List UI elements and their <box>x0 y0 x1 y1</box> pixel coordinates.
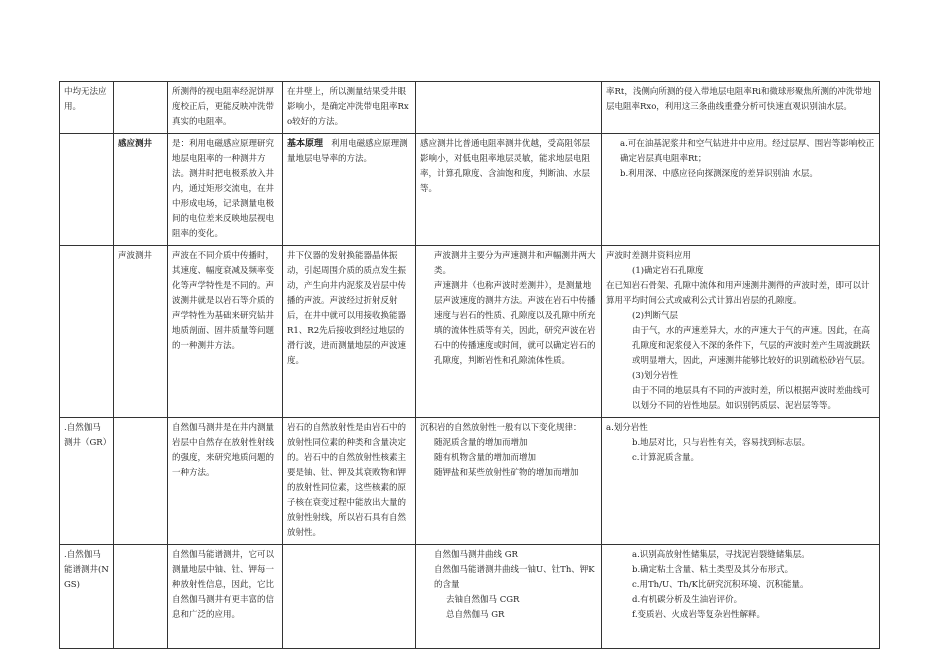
category-cell <box>60 246 114 418</box>
table-row <box>60 134 880 246</box>
principle-cell <box>283 418 416 545</box>
table-row <box>60 82 880 134</box>
method-name: 声波测井 <box>118 251 153 261</box>
feature-line: 声波测井主要分为声速测井和声幅测井两大类。 <box>434 251 596 276</box>
definition-text: 所测得的视电阻率经泥饼厚度校正后，更能反映冲洗带真实的电阻率。 <box>172 87 275 127</box>
application-cell <box>602 82 880 134</box>
application-line: 在已知岩石骨架、孔隙中流体和用声速测井测得的声波时差，即可以计算用平均时间公式或威利公式计算出岩层的孔隙度。 <box>606 281 870 306</box>
feature-line: 自然伽马测井曲线 GR <box>434 550 518 560</box>
application-line: 由于不同的地层具有不同的声波时差，所以根据声波时差曲线可以划分不同的岩性地层。如识别钙质层、泥岩层等等。 <box>632 386 871 411</box>
principle-cell <box>283 246 416 418</box>
application-line: (3)划分岩性 <box>632 371 679 381</box>
application-line: (1)确定岩石孔隙度 <box>632 266 704 276</box>
feature-line: 沉积岩的自然放射性一般有以下变化规律： <box>420 423 582 433</box>
table-row <box>60 246 880 418</box>
category-cell <box>60 82 114 134</box>
application-line: a.识别高放射性储集层，寻找泥岩裂缝储集层。 <box>632 550 810 560</box>
definition-text: 声波在不同介质中传播时，其速度、幅度衰减及频率变化等声学特性是不同的。声波测井就是以岩石等介质的声学特性为基础来研究钻井地质剖面、固井质量等问题的一种测井方法。 <box>172 251 275 351</box>
definition-text: 自然伽马测井是在井内测量岩层中自然存在放射性射线的强度，来研究地质问题的一种方法。 <box>172 423 275 478</box>
feature-cell <box>416 82 602 134</box>
method-name-cell <box>114 134 168 246</box>
principle-text: 井下仪器的发射换能器晶体振动，引起周围介质的质点发生振动，产生向井内泥浆及岩层中传播的声波。声波经过折射反射后，在井中就可以用接收换能器R1、R2先后接收到经过地层的滑行波，进而测量地层的声波速度。 <box>287 251 407 366</box>
feature-cell <box>416 545 602 649</box>
principle-cell <box>283 82 416 134</box>
method-name-cell <box>114 418 168 545</box>
application-line: b.确定粘土含量、粘土类型及其分布形式。 <box>632 565 794 575</box>
category-cell <box>60 545 114 649</box>
definition-cell <box>168 545 283 649</box>
application-line: a.可在油基泥浆井和空气钻进井中应用。经过层厚、围岩等影响校正确定岩层真电阻率Rt； <box>620 139 875 164</box>
principle-text: 岩石的自然放射性是由岩石中的放射性同位素的种类和含量决定的。岩石中的自然放射性核素主要是铀、钍、钾及其衰败物和钾的放射性同位素，这些核素的原子核在衰变过程中能放出大量的放射性射线，所以岩石具有自然放射性。 <box>287 423 407 538</box>
table-row <box>60 545 880 649</box>
method-name: 感应测井 <box>118 139 153 149</box>
application-line: d.有机碳分析及生油岩评价。 <box>632 595 743 605</box>
category-text: 中均无法应用。 <box>64 87 107 112</box>
principle-text: 利用电磁感应原理测量地层电导率的方法。 <box>287 139 408 164</box>
feature-line: 随钾盐和某些放射性矿物的增加而增加 <box>434 468 579 478</box>
principle-text: 在井壁上，所以测量结果受井眼影响小，是确定冲洗带电阻率Rxo较好的方法。 <box>287 87 409 127</box>
category-cell <box>60 134 114 246</box>
principle-cell <box>283 545 416 649</box>
category-text: .自然伽马测井（GR） <box>64 423 112 448</box>
definition-cell <box>168 134 283 246</box>
application-line: c.计算泥质含量。 <box>632 453 699 463</box>
application-line: a.划分岩性 <box>606 423 648 433</box>
definition-cell <box>168 82 283 134</box>
feature-cell <box>416 418 602 545</box>
principle-cell <box>283 134 416 246</box>
application-line: 由于气，水的声速差异大，水的声速大于气的声速。因此，在高孔隙度和泥浆侵入不深的条件下，气层的声波时差产生周波跳跃或明显增大，因此，声速测井能够比较好的识别疏松砂岩气层。 <box>632 326 871 366</box>
method-name-cell <box>114 545 168 649</box>
feature-line: 去铀自然伽马 CGR <box>446 595 520 605</box>
category-text: .自然伽马能谱测井(NGS) <box>64 550 109 590</box>
feature-line: 自然伽马能谱测井曲线一铀U、钍Th、钾K的含量 <box>434 565 595 590</box>
feature-text: 感应测井比普通电阻率测井优越，受高阻邻层影响小，对低电阻率地层灵敏，能求地层电阻率，计算孔隙度、含油饱和度，判断油、水层等。 <box>420 139 591 194</box>
application-line: b.地层对比，只与岩性有关，容易找到标志层。 <box>632 438 811 448</box>
application-line: 声波时差测井资料应用 <box>606 251 692 261</box>
feature-line: 随泥质含量的增加而增加 <box>434 438 528 448</box>
application-cell <box>602 418 880 545</box>
application-cell <box>602 545 880 649</box>
feature-line: 总自然伽马 GR <box>446 610 505 620</box>
feature-line: 声速测井（也称声波时差测井），是测量地层声波速度的测井方法。声波在岩石中传播速度与岩石的性质、孔隙度以及孔隙中所充填的流体性质等有关，因此，研究声波在岩石中的传播速度或时间，就可以确定岩石的孔隙度，判断岩性和孔隙流体性质。 <box>434 281 596 366</box>
definition-text: 自然伽马能谱测井，它可以测量地层中铀、钍、钾每一种放射性信息，因此，它比自然伽马测井有更丰富的信息和广泛的应用。 <box>172 550 275 620</box>
method-name-cell <box>114 246 168 418</box>
application-line: c.用Th/U、Th/K比研究沉积环境、沉积能量。 <box>632 580 809 590</box>
application-cell <box>602 134 880 246</box>
definition-cell <box>168 246 283 418</box>
feature-cell <box>416 134 602 246</box>
application-cell <box>602 246 880 418</box>
table-row <box>60 418 880 545</box>
principle-label: 基本原理 <box>287 139 324 149</box>
logging-methods-table <box>59 81 880 649</box>
application-line: (2)判断气层 <box>632 311 679 321</box>
application-line: f.变质岩、火成岩等复杂岩性解释。 <box>632 610 766 620</box>
feature-line: 随有机物含量的增加而增加 <box>434 453 537 463</box>
definition-text: 是：利用电磁感应原理研究地层电阻率的一种测井方法。测井时把电极系放入井内，通过矩形交流电，在井中形成电场，记录测量电极间的电位差来反映地层视电阻率的变化。 <box>172 139 275 239</box>
method-name-cell <box>114 82 168 134</box>
application-text: 率Rt，浅侧向所测的侵入带地层电阻率Ri和微球形聚焦所测的冲洗带地层电阻率Rxo，利用这三条曲线重叠分析可快速直观识别油水层。 <box>606 87 872 112</box>
feature-cell <box>416 246 602 418</box>
definition-cell <box>168 418 283 545</box>
category-cell <box>60 418 114 545</box>
application-line: b.利用深、中感应径向探测深度的差异识别油 水层。 <box>620 169 818 179</box>
